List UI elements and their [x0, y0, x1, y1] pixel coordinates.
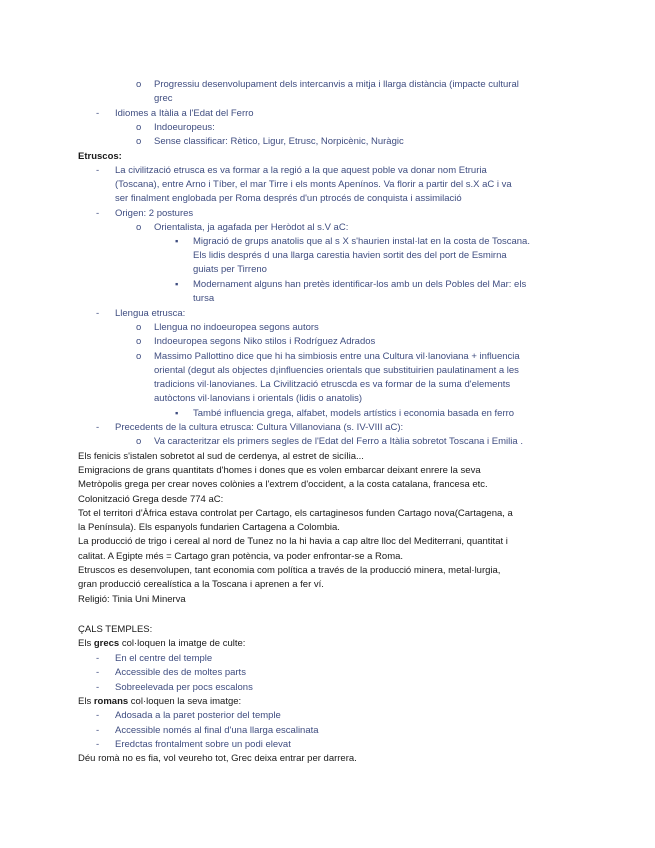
paragraph-line: Religió: Tinia Uni Minerva	[78, 594, 186, 605]
dash-bullet: -	[96, 308, 100, 319]
text-line: Orientalista, ja agafada per Heròdot al s.V aC:	[154, 222, 349, 233]
dash-bullet: -	[96, 667, 100, 678]
text-line: Idiomes a Itàlia a l'Edat del Ferro	[115, 108, 254, 119]
text-line: Accessible només al final d'una llarga escalinata	[115, 725, 319, 736]
text-line: Accessible des de moltes parts	[115, 667, 246, 678]
circle-bullet: o	[136, 222, 142, 233]
text-line: En el centre del temple	[115, 653, 213, 664]
dash-bullet: -	[96, 108, 100, 119]
square-bullet: ▪	[175, 408, 179, 419]
circle-bullet: o	[136, 436, 142, 447]
paragraph-line: Déu romà no es fia, vol veureho tot, Grec deixa entrar per darrera.	[78, 753, 357, 764]
circle-bullet: o	[136, 79, 142, 90]
text-line: (Toscana), entre Arno i Tíber, el mar Tirre i els monts Apenínos. Va florir a partir del s.X aC i va	[115, 179, 512, 190]
text-line: Migració de grups anatolis que al s X s'haurien instal·lat en la costa de Toscana.	[193, 236, 530, 247]
dash-bullet: -	[96, 422, 100, 433]
text-line: Precedents de la cultura etrusca: Cultura Villanoviana (s. IV-VIII aC):	[115, 422, 404, 433]
dash-bullet: -	[96, 208, 100, 219]
section-heading: ÇALS TEMPLES:	[78, 624, 153, 635]
text-line: Sense classificar: Rètico, Ligur, Etrusc, Norpicènic, Nuràgic	[154, 136, 404, 147]
text-line: Llengua etrusca:	[115, 308, 186, 319]
square-bullet: ▪	[175, 236, 179, 247]
paragraph-line: Els romans col·loquen la seva imatge:	[78, 696, 242, 707]
dash-bullet: -	[96, 653, 100, 664]
text-line: Sobreelevada per pocs escalons	[115, 682, 253, 693]
paragraph-line: Tot el territori d'Àfrica estava controlat per Cartago, els cartaginesos funden Cartago nova(Cartagena, a	[78, 508, 513, 519]
text-line: ser finalment englobada per Roma després d'un ptrocés de conquista i assimilació	[115, 193, 462, 204]
dash-bullet: -	[96, 682, 100, 693]
text-line: Els lidis després d una llarga carestia havien sortit des del port de Esmirna	[193, 250, 507, 261]
text-line: Va caracteritzar els primers segles de l'Edat del Ferro a Itàlia sobretot Toscana i Emilia .	[154, 436, 523, 447]
paragraph-line: la Península). Els espanyols fundarien Cartagena a Colombia.	[78, 522, 340, 533]
circle-bullet: o	[136, 122, 142, 133]
circle-bullet: o	[136, 336, 142, 347]
paragraph-line: La producció de trigo i cereal al nord de Tunez no la hi havia a cap altre lloc del Mediterrani, quantitat i	[78, 536, 508, 547]
text-line: Llengua no indoeuropea segons autors	[154, 322, 319, 333]
square-bullet: ▪	[175, 279, 179, 290]
circle-bullet: o	[136, 136, 142, 147]
dash-bullet: -	[96, 725, 100, 736]
text-line: oriental (degut als objectes d¡influencies orientals que substituirien paulatinament a les	[154, 365, 519, 376]
text-line: Massimo Pallottino dice que hi ha simbiosis entre una Cultura vil·lanoviana + influencia	[154, 351, 520, 362]
text-line: grec	[154, 93, 173, 104]
dash-bullet: -	[96, 710, 100, 721]
circle-bullet: o	[136, 351, 142, 362]
paragraph-line: gran producció cerealística a la Toscana i aprenen a fer ví.	[78, 579, 324, 590]
text-line: Progressiu desenvolupament dels intercanvis a mitja i llarga distància (impacte cultural	[154, 79, 519, 90]
dash-bullet: -	[96, 165, 100, 176]
text-line: Adosada a la paret posterior del temple	[115, 710, 281, 721]
paragraph-line: calitat. A Egipte més = Cartago gran potència, va poder enfrontar-se a Roma.	[78, 551, 404, 562]
text-line: Indoeuropea segons Niko stilos i Rodríguez Adrados	[154, 336, 376, 347]
section-heading: Etruscos:	[78, 151, 122, 162]
text-line: Eredctas frontalment sobre un podi elevat	[115, 739, 291, 750]
paragraph-line: Etruscos es desenvolupen, tant economia com política a través de la producció minera, metal·lurgia,	[78, 565, 501, 576]
text-line: També influencia grega, alfabet, models artístics i economia basada en ferro	[193, 408, 515, 419]
circle-bullet: o	[136, 322, 142, 333]
paragraph-line: Els grecs col·loquen la imatge de culte:	[78, 638, 246, 649]
text-line: Modernament alguns han pretès identificar-los amb un dels Pobles del Mar: els	[193, 279, 527, 290]
paragraph-line: Emigracions de grans quantitats d'homes i dones que es volen embarcar deixant enrere la seva	[78, 465, 481, 476]
text-line: Indoeuropeus:	[154, 122, 215, 133]
paragraph-line: Els fenicis s'istalen sobretot al sud de cerdenya, al estret de sicília...	[78, 451, 364, 462]
dash-bullet: -	[96, 739, 100, 750]
text-line: guiats per Tirreno	[193, 264, 267, 275]
paragraph-line: Metròpolis grega per crear noves colònies a l'extrem d'occident, a la costa catalana, francesa etc.	[78, 479, 488, 490]
text-line: Origen: 2 postures	[115, 208, 194, 219]
text-line: La civilització etrusca es va formar a la regió a la que aquest poble va donar nom Etruria	[115, 165, 487, 176]
text-line: autòctons vil·lanovians i orientals (lidis o anatolis)	[154, 393, 363, 404]
text-line: tradicions vil·lanovianes. La Civilització etruscda es va formar de la suma d'elements	[154, 379, 511, 390]
paragraph-line: Colonització Grega desde 774 aC:	[78, 494, 224, 505]
text-line: tursa	[193, 293, 215, 304]
